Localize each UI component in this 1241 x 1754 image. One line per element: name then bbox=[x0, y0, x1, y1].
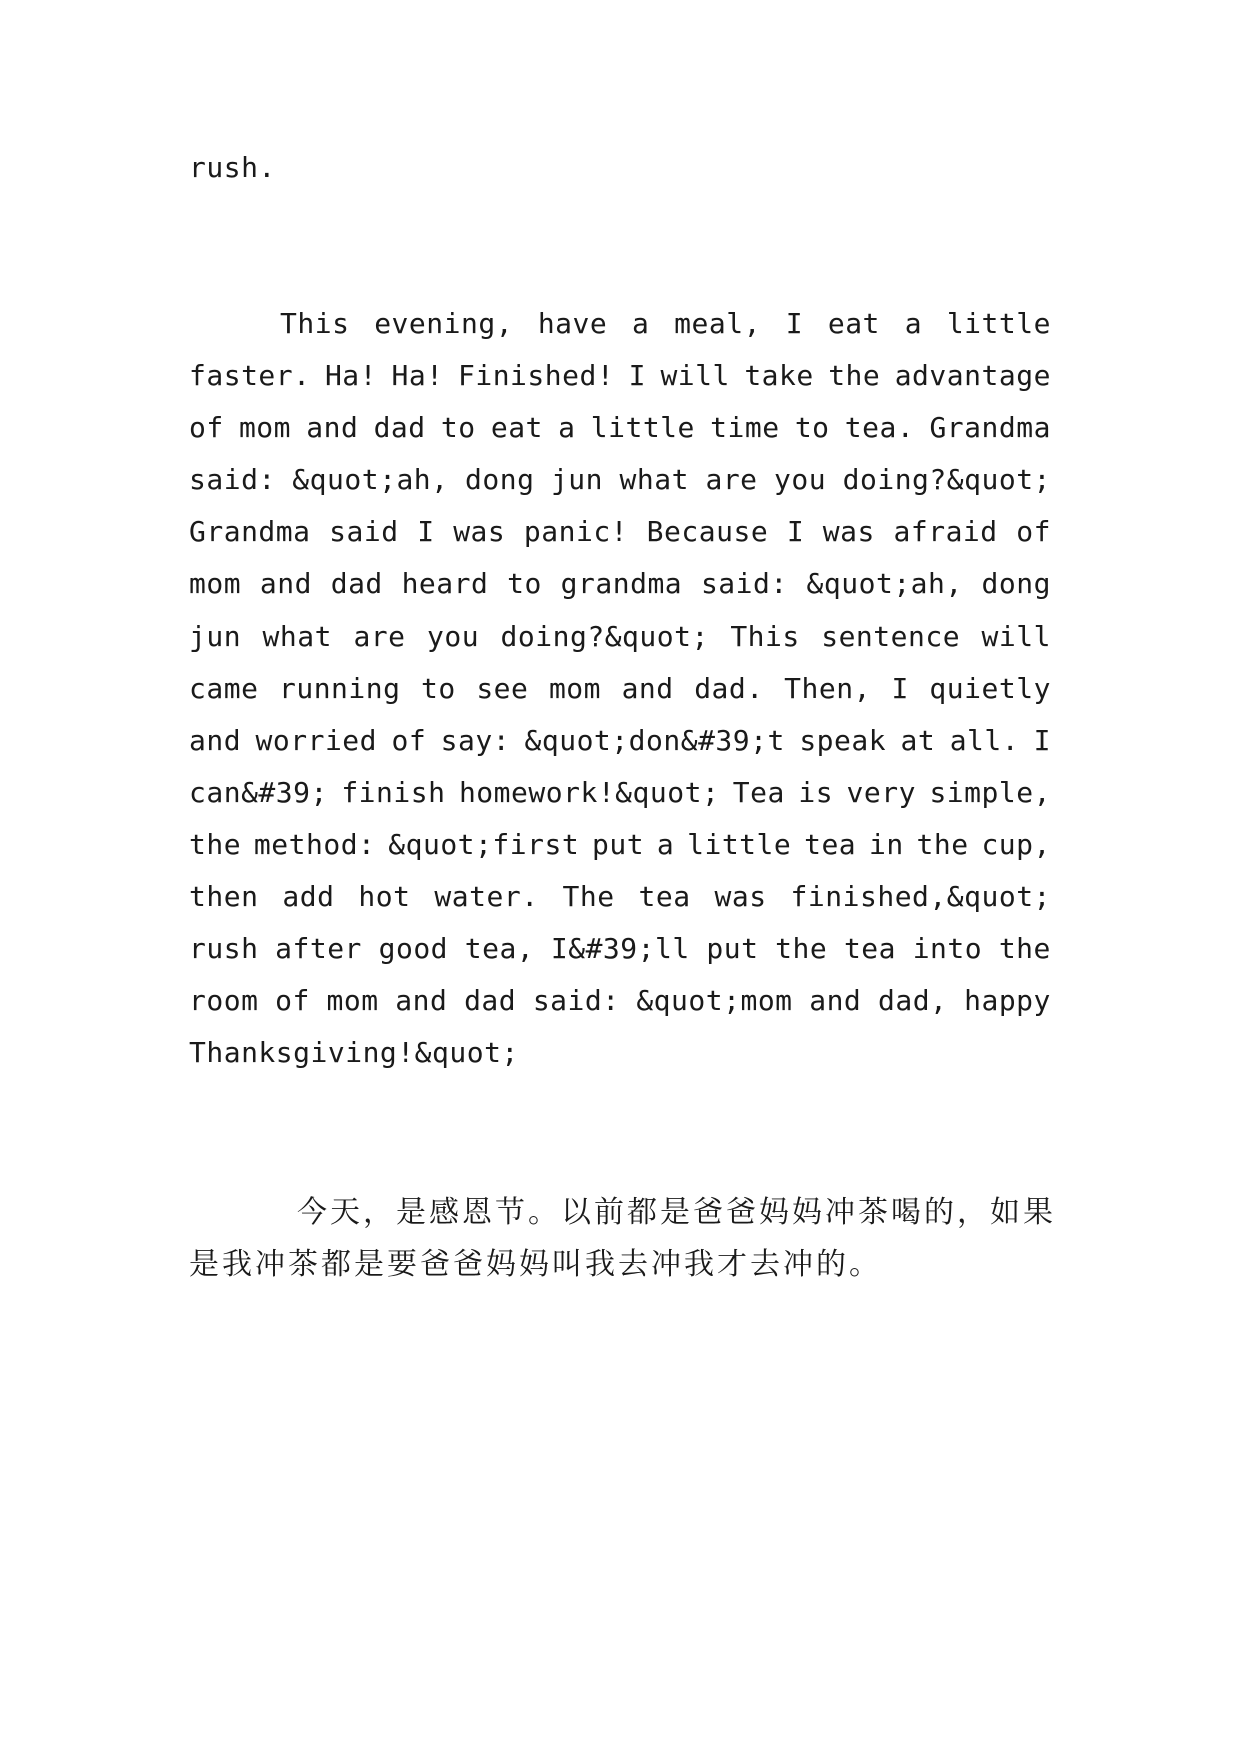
paragraph-2-line-2: faster. Ha! Ha! Finished! I will take the advantage bbox=[189, 359, 1051, 392]
paragraph-2-line-14: room of mom and dad said: &quot;mom and dad, happy bbox=[189, 984, 1051, 1017]
paragraph-2-line-5: Grandma said I was panic! Because I was afraid of bbox=[189, 515, 1051, 548]
paragraph-2-line-11: the method: &quot;first put a little tea in the cup, bbox=[189, 828, 1051, 861]
paragraph-2-line-10: can&#39; finish homework!&quot; Tea is very simple, bbox=[189, 776, 1051, 809]
paragraph-2-line-9: and worried of say: &quot;don&#39;t speak at all. I bbox=[189, 724, 1051, 757]
paragraph-2-line-15: Thanksgiving!&quot; bbox=[189, 1036, 519, 1069]
paragraph-2-line-6: mom and dad heard to grandma said: &quot;ah, dong bbox=[189, 567, 1051, 600]
paragraph-3-line-2: 是我冲茶都是要爸爸妈妈叫我去冲我才去冲的。 bbox=[189, 1247, 882, 1282]
paragraph-2-line-3: of mom and dad to eat a little time to tea. Grandma bbox=[189, 411, 1051, 444]
paragraph-3-line-1: 今天，是感恩节。以前都是爸爸妈妈冲茶喝的，如果 bbox=[297, 1195, 1056, 1230]
paragraph-2-line-1: This evening, have a meal, I eat a little bbox=[280, 307, 1051, 340]
paragraph-2-line-8: came running to see mom and dad. Then, I quietly bbox=[189, 672, 1051, 705]
paragraph-2-line-4: said: &quot;ah, dong jun what are you doing?&quot; bbox=[189, 463, 1051, 496]
paragraph-2-line-7: jun what are you doing?&quot; This sentence will bbox=[189, 620, 1051, 653]
paragraph-1-line-1: rush. bbox=[189, 151, 276, 184]
paragraph-2-line-13: rush after good tea, I&#39;ll put the tea into the bbox=[189, 932, 1051, 965]
paragraph-2-line-12: then add hot water. The tea was finished,&quot; bbox=[189, 880, 1051, 913]
